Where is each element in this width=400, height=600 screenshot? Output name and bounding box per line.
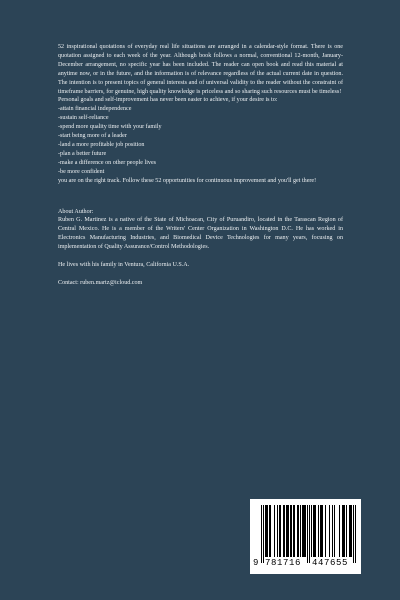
barcode-bar	[302, 505, 303, 557]
author-bio: Ruben G. Martinez is a native of the State of Michoacan, City of Puruandiro, located in the Tarascan Region of Central Mexico. He is a member of the Writers' Center Organization in Washington D.C. He has worked in Electronics Manufacturing Industries, and Biomedical Device Technologies for many years, focusing on implementation of Quality Assurance/Control Methodologies.	[58, 217, 343, 251]
goal-item: -make a difference on other people lives	[58, 159, 157, 166]
goal-item: -spend more quality time with your family	[58, 124, 162, 131]
barcode-bar	[267, 505, 268, 557]
barcode-bar	[304, 505, 305, 557]
barcode-bar	[277, 505, 278, 557]
barcode-bar	[321, 505, 322, 557]
barcode-bar	[307, 505, 308, 563]
barcode-bar	[339, 505, 340, 557]
barcode-bar	[269, 505, 270, 557]
barcode-bar	[293, 505, 294, 557]
barcode-bar	[305, 505, 306, 557]
goal-item: -be more confident	[58, 168, 105, 175]
barcode-bar	[303, 505, 304, 557]
barcode-bar	[329, 505, 330, 557]
goal-item: -start being more of a leader	[58, 133, 127, 140]
barcode-bar	[322, 505, 323, 557]
barcode-bar	[313, 505, 314, 557]
barcode-bar	[309, 505, 310, 563]
barcode-bar	[320, 505, 321, 557]
barcode-bar	[263, 505, 264, 563]
section-spacer	[58, 186, 343, 208]
barcode-bar	[343, 505, 344, 557]
barcode-bar	[350, 505, 351, 557]
barcode-bar	[265, 505, 266, 557]
barcode-bar	[318, 505, 319, 557]
barcode-bar	[291, 505, 292, 557]
barcode-bar	[286, 505, 287, 557]
goal-item: -attain financial independence	[58, 106, 132, 113]
isbn-barcode	[250, 499, 361, 574]
barcode-bar	[266, 505, 267, 557]
barcode-bar	[283, 505, 284, 557]
barcode-bar	[300, 505, 301, 557]
barcode-bar	[284, 505, 285, 557]
barcode-bar	[280, 505, 281, 557]
barcode-bar	[261, 505, 262, 563]
author-residence: He lives with his family in Ventura, California U.S.A.	[58, 262, 190, 269]
barcode-bar	[346, 505, 347, 557]
goal-item: -land a more profitable job position	[58, 141, 145, 148]
author-heading: About Author:	[58, 208, 94, 215]
barcode-bar	[334, 505, 335, 557]
goals-intro-paragraph: Personal goals and self-improvement has never been easier to achieve, if your desire is to:	[58, 97, 278, 104]
barcode-bar	[298, 505, 299, 557]
barcode-bar	[355, 505, 356, 563]
barcode-bar	[270, 505, 271, 557]
barcode-bar	[344, 505, 345, 557]
barcode-bar	[314, 505, 315, 557]
barcode-bar	[290, 505, 291, 557]
barcode-bar	[311, 505, 312, 557]
goal-item: -plan a better future	[58, 150, 107, 157]
goals-list	[58, 105, 343, 176]
closing-paragraph: you are on the right track. Follow these 52 opportunities for continuous improvement and you'll get there!	[58, 177, 317, 184]
barcode-bar	[349, 505, 350, 557]
barcode-bar	[315, 505, 316, 557]
isbn-lead-digit: 9	[253, 558, 259, 568]
barcode-bar	[288, 505, 289, 557]
isbn-right-group: 447655	[312, 558, 349, 568]
paragraph-spacer	[58, 252, 343, 261]
barcode-bar	[351, 505, 352, 557]
barcode-bar	[332, 505, 333, 557]
barcode-bar	[274, 505, 275, 557]
goal-item: -sustain self-reliance	[58, 115, 109, 122]
isbn-left-group: 781716	[265, 558, 302, 568]
barcode-bar	[353, 505, 354, 563]
barcode-bar	[342, 505, 343, 557]
barcode-bar	[325, 505, 326, 557]
paragraph-spacer	[58, 270, 343, 279]
intro-paragraph: 52 inspirational quotations of everyday real life situations are arranged in a calendar-style format. There is one quotation assigned to each week of the year. Although book follows a normal, conventional 12-month, January-December arrangement, no specific year has been included. The reader can open book and read this material at anytime now, or in the future, and the information is of relevance regardless of the actual current date in question. The intention is to present topics of general interests and of universal validity to the reader without the constraint of timeframe barriers, for genuine, high quality knowledge is priceless and so sharing such resources must be timeless!	[58, 44, 343, 95]
back-cover-text	[58, 43, 343, 288]
barcode-bar	[279, 505, 280, 557]
barcode-bar	[287, 505, 288, 557]
barcode-bar	[294, 505, 295, 557]
author-contact: Contact: ruben.martz@icloud.com	[58, 279, 143, 286]
barcode-bar	[297, 505, 298, 557]
